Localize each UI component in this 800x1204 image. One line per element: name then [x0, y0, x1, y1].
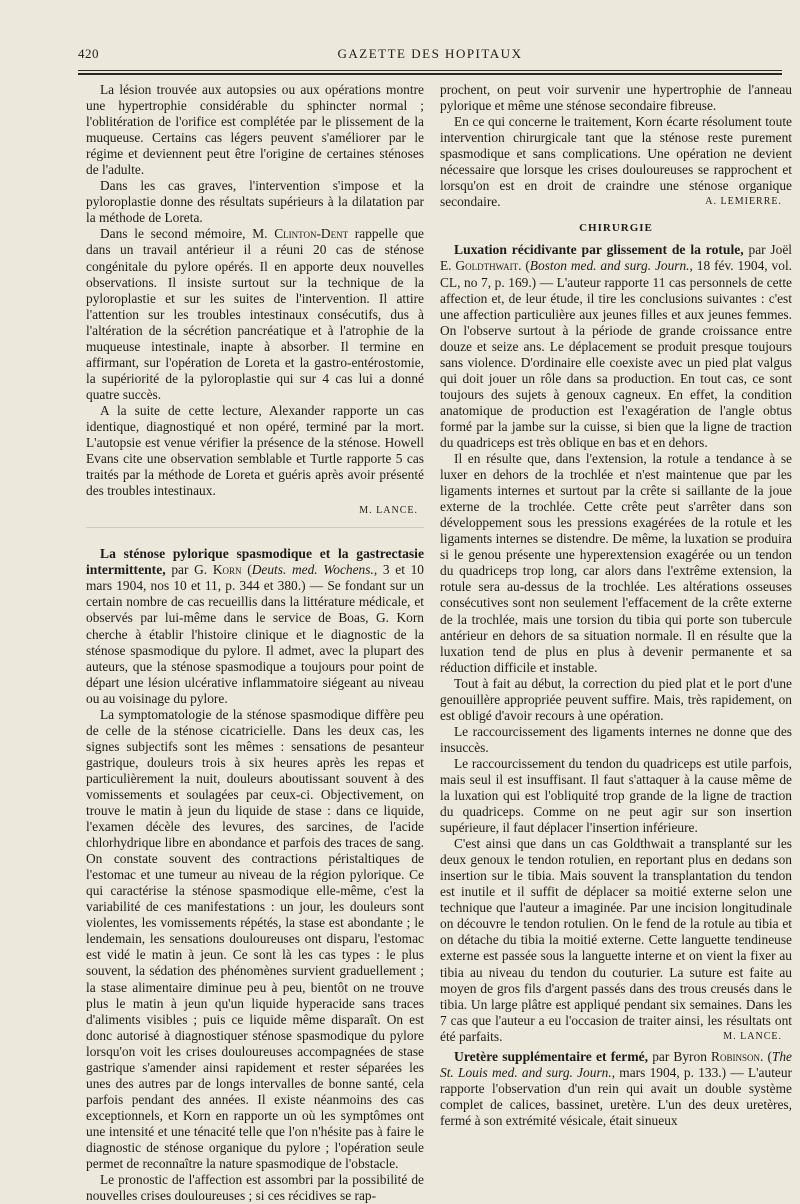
author-name: Korn [212, 562, 242, 578]
article-title: Uretère supplémentaire et fermé, [454, 1048, 649, 1064]
source-open: . ( [518, 258, 530, 274]
spacer [440, 210, 792, 214]
author-name: Robinson [711, 1048, 760, 1064]
paragraph-text: , 18 fév. 1904, vol. CL, no 7, p. 169.) — L'auteur rapporte 11 cas personnels de cette affection et, de leur étude, il tire les conclusions suivantes : c'est une affection particulière aux jeunes filles et aux jeunes femmes. On l'observe surtout à la période de grande croissance entre douze et seize ans. Le déplacement se produit presque toujours sans violence. D'ordinaire elle coexiste avec un pied plat valgus qui doit jouer un rôle dans sa production. En tout cas, ce sont toujours des sujets à genoux cagneux. En effet, la condition anatomique de production est l'exagération de l'angle obtus formé par la jambe sur la cuisse, si bien que la ligne de traction du quadriceps est très oblique en bas et en dehors. [440, 258, 793, 450]
article-byline: par Byron [648, 1048, 712, 1064]
article-byline: par Joël E. [440, 242, 792, 274]
header-rule [78, 70, 782, 71]
signature: A. LEMIERRE. [705, 196, 782, 208]
article [440, 242, 792, 451]
source-open: ( [241, 562, 252, 578]
section-heading: CHIRURGIE [579, 222, 653, 235]
paragraph [86, 178, 424, 226]
signature: M. LANCE. [723, 1030, 782, 1042]
paragraph-text: , 3 et 10 mars 1904, nos 10 et 11, p. 344 et 380.) — Se fondant sur un certain nombre de cas recueillis dans la littérature médicale, et observés par lui-même dans le service de Boas, G. Korn cherche à établir l'histoire clinique et le diagnostic de la sténose spasmodique du pylore. Il admet, avec la plupart des auteurs, que la sténose spasmodique a toujours pour point de départ une lésion ulcérative inflammatoire siégeant au niveau ou au voisinage du pylore. [86, 562, 424, 706]
running-title: GAZETTE DES HOPITAUX [337, 46, 523, 61]
paragraph: Tout à fait au début, la correction du pied plat et le port d'une genouillère appropriée peuvent suffire. Mais, très rapidement, on est obligé d'avoir recours à une opération. [440, 675, 792, 723]
paragraph-text: Dans le second mémoire, M. [100, 226, 275, 242]
divider [86, 527, 424, 528]
article [440, 1049, 792, 1129]
article-byline: par G. [165, 562, 213, 578]
paragraph [440, 114, 792, 210]
article-title: La sténose pylorique spasmodique et la gastrectasie intermittente, [86, 546, 424, 578]
paragraph-text: C'est ainsi que dans un cas Goldthwait a transplanté sur les deux genoux le tendon rotulien, en reportant plus en dedans son insertion sur le tibia. Mais souvent la transplantation du tendon est inutile et il suffit de déplacer sa moitié externe selon une technique que l'auteur a imaginée. Par une incision longitudinale on découvre le tendon rotulien. On le fend de la rotule au tibia et on détache du tibia la moitié externe. Cette languette tendineuse externe est passée sous la languette interne et on vient la fixer au tibia au niveau du tendon du couturier. La suture est faite au moyen de gros fils d'argent passés dans des trous creusés dans le tibia. Un large plâtre est appliqué pendant six semaines. Dans les 7 cas que l'auteur a eu l'occasion de traiter ainsi, les résultats ont été parfaits. [440, 836, 792, 1044]
paragraph: La symptomatologie de la sténose spasmodique diffère peu de celle de la sténose cicatricielle. Dans les deux cas, les signes subjectifs sont les mêmes : sensations de pesanteur gastrique, douleurs trois à six heures après les repas et particulièrement la nuit, douleurs aboutissant souvent à des vomissements et soulagées par ceux-ci. Objectivement, on trouve le matin à jeun du liquide de stase : dans ce liquide, l'examen décèle des levures, des sarcines, de l'acide chlorhydrique libre en abondance et parfois des traces de sang. On constate souvent des contractions péristaltiques de l'estomac et une tumeur au niveau de la région pylorique. Ce qui caractérise la sténose spasmodique elle-même, c'est la variabilité de ces manifestations : un jour, les douleurs sont violentes, les vomissements répétés, la stase est abondante ; le lendemain, les sensations douloureuses ont disparu, l'estomac est vidé le matin à jeun. Ce sont là les cas types : le plus souvent, la sédation des phénomènes survient graduellement ; la stase alimentaire diminue peu à peu, bientôt on ne trouve plus le matin à jeun qu'un liquide hyperacide sans traces d'aliments visibles ; puis ce liquide même disparaît. On est donc autorisé à diagnostiquer sténose spasmodique du pylore lorsqu'on voit les crises douloureuses accompagnées de stase gastrique s'amender ainsi rapidement et rester séparées les unes des autres par de longs intervalles de bonne santé, cela parfois pendant des années. Il existe néanmoins des cas exceptionnels, et Korn en rapporte un où les symptômes ont une intensité et une ténacité telle que l'on n'hésite pas à faire le diagnostic de sténose organique du pylore ; l'opération seule permet de reconnaître la nature spasmodique de l'obstacle. [86, 706, 424, 1172]
paragraph: Le raccourcissement des ligaments internes ne donne que des insuccès. [440, 723, 792, 755]
paragraph: Le raccourcissement du tendon du quadriceps est utile parfois, mais seul il est insuffisant. Il faut s'attaquer à la cause même de la luxation qui est l'obliquité trop grande de la ligne de traction du quadriceps. Comme on ne peut agir sur son insertion supérieure, il faut déplacer l'insertion inférieure. [440, 755, 792, 836]
header-rule-thick [78, 73, 782, 75]
source-journal: Boston med. and surg. Journ. [529, 258, 690, 274]
paragraph: A la suite de cette lecture, Alexander rapporte un cas identique, diagnostiqué et non opéré, terminé par la mort. L'autopsie est venue vérifier la présence de la sténose. Howell Evans cite une observation semblable et Turtle rapporte 5 cas traités par la méthode de Loreta et guéris après avoir présenté des troubles intestinaux. [86, 402, 424, 499]
paragraph: Il en résulte que, dans l'extension, la rotule a tendance à se luxer en dehors de la trochlée et n'est maintenue que par les ligaments internes et surtout par la crête si saillante de la joue externe de la trochlée. Cette crête peut s'arrêter dans son développement sous les pressions exagérées de la rotule et les ligaments internes se distendre. De même, la luxation se produira si le genou présente une hyperextension exagérée ou un tendon du quadriceps trop long, car alors dans l'extrême extension, la rotule sera au-dessus de la trochlée. Les altérations osseuses consécutives sont non seulement l'effacement de la crête externe de la trochlée, mais une torsion du tibia qui porte son tubercule antérieur en dehors de sa situation normale. Il en résulte que la luxation tend de plus en plus à devenir permanente et sa réduction difficile et instable. [440, 451, 792, 675]
source-journal: The St. Louis med. and surg. Journ. [440, 1048, 792, 1080]
author-name: Clinton-Dent [274, 226, 349, 242]
signature: M. LANCE. [359, 505, 418, 517]
right-column [440, 82, 792, 1129]
paragraph: La lésion trouvée aux autopsies ou aux opérations montre une hypertrophie considérable du sphincter normal ; l'oblitération de l'orifice est complétée par le plissement de la muqueuse. Certains cas légers peuvent s'améliorer par le régime et deviennent peut être l'origine de certaines sténoses de l'adulte. [86, 82, 424, 178]
source-open: . ( [759, 1048, 772, 1064]
paragraph-text: Dans les cas graves, l'intervention s'impose et la pyloroplastie donne des résultats supérieurs à la dilatation par la méthode de Loreta. [86, 178, 424, 226]
article-title: Luxation récidivante par glissement de la rotule, [454, 242, 744, 258]
paragraph: prochent, on peut voir survenir une hypertrophie de l'anneau pylorique et même une sténose secondaire fibreuse. [440, 82, 792, 114]
source-journal: Deuts. med. Wochens. [251, 562, 374, 578]
author-name: Goldthwait [455, 258, 519, 274]
page-header [78, 44, 782, 66]
paragraph [86, 226, 424, 403]
paragraph [440, 836, 792, 1045]
paragraph-text: En ce qui concerne le traitement, Korn écarte résolument toute intervention chirurgicale tant que la sténose reste purement spasmodique et sans complications. Une opération ne devient nécessaire que lorsque les crises douloureuses se rapprochent et lorsqu'on est en droit de craindre une sténose organique secondaire. [440, 114, 792, 210]
paragraph: Le pronostic de l'affection est assombri par la possibilité de nouvelles crises douloureuses ; si ces récidives se rap- [86, 1172, 424, 1204]
article [86, 546, 424, 706]
paragraph-text: , mars 1904, p. 133.) — L'auteur rapporte l'observation d'un rein qui avait un double système complet de calices, bassinet, uretère. L'un des deux uretères, fermé à son extrémité vésicale, était sinueux [440, 1064, 793, 1128]
page-number: 420 [78, 46, 99, 61]
left-column [86, 82, 424, 1204]
paragraph-text: rappelle que dans un travail antérieur il a réuni 20 cas de sténose congénitale du pylore opérés. Il en apporte deux nouvelles observations. Il insiste surtout sur la technique de la pyloroplastie et sur les suites de l'intervention. Il attire l'attention sur les troubles intestinaux consécutifs, dus à l'altération de la sécrétion pancréatique et à l'atrophie de la muqueuse intestinale, inapte à absorber. Il termine en affirmant, sur l'opération de Loreta et la gastro-entérostomie, la supériorité de la pyloroplastie qui sur 4 cas lui a donné quatre succès. [86, 226, 424, 402]
